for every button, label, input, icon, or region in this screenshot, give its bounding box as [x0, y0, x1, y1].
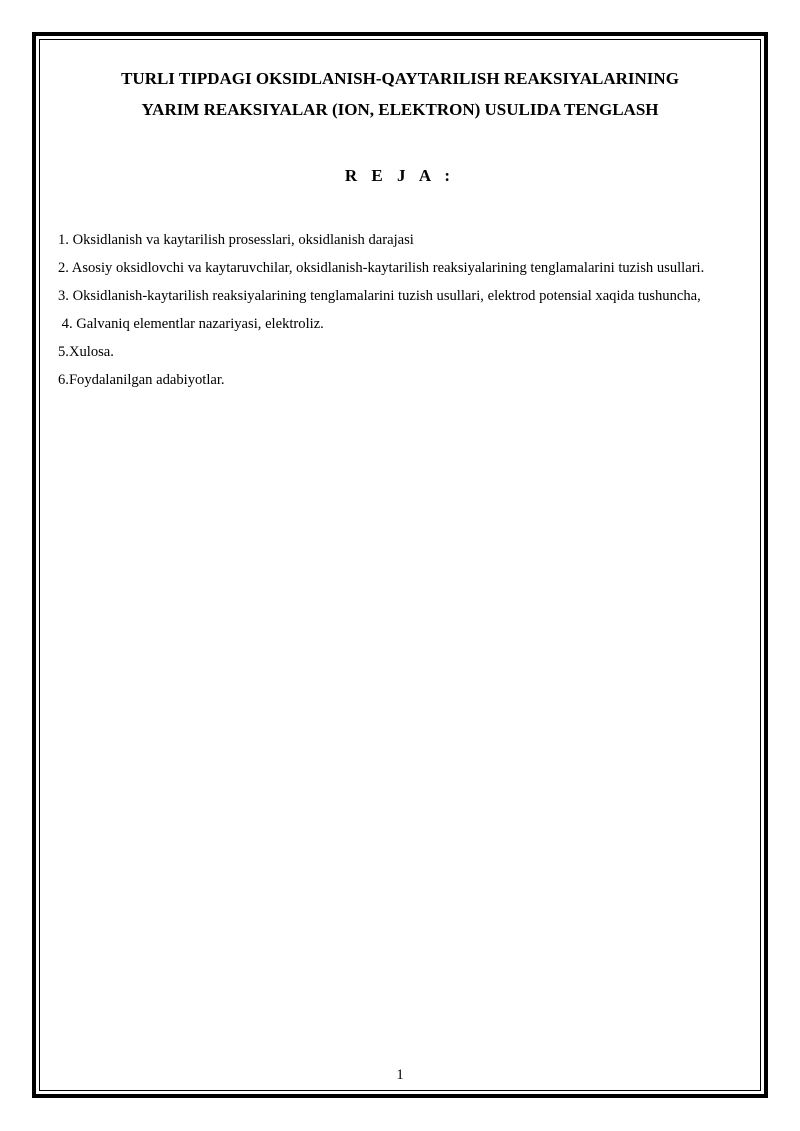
plan-item-5: 5.Xulosa. [58, 344, 114, 360]
plan-item-3: 3. Oksidlanish-kaytarilish reaksiyalarining tenglamalarini tuzish usullari, elektrod potensial xaqida tushuncha, [58, 288, 701, 304]
plan-heading: R E J A : [344, 166, 456, 185]
document-title-line-1: TURLI TIPDAGI OKSIDLANISH-QAYTARILISH REAKSIYALARINING [121, 69, 679, 88]
plan-item-4: 4. Galvaniq elementlar nazariyasi, elektroliz. [58, 316, 324, 332]
plan-item-6: 6.Foydalanilgan adabiyotlar. [58, 372, 225, 388]
page-number: 1 [396, 1067, 404, 1083]
plan-item-1: 1. Oksidlanish va kaytarilish prosesslari, oksidlanish darajasi [58, 232, 414, 248]
page-border-inner [39, 39, 761, 1091]
plan-item-2: 2. Asosiy oksidlovchi va kaytaruvchilar, oksidlanish-kaytarilish reaksiyalarining tenglamalarini tuzish usullari. [58, 260, 705, 276]
plan-list [58, 226, 742, 394]
document-title-line-2: YARIM REAKSIYALAR (ION, ELEKTRON) USULIDA TENGLASH [141, 100, 659, 119]
